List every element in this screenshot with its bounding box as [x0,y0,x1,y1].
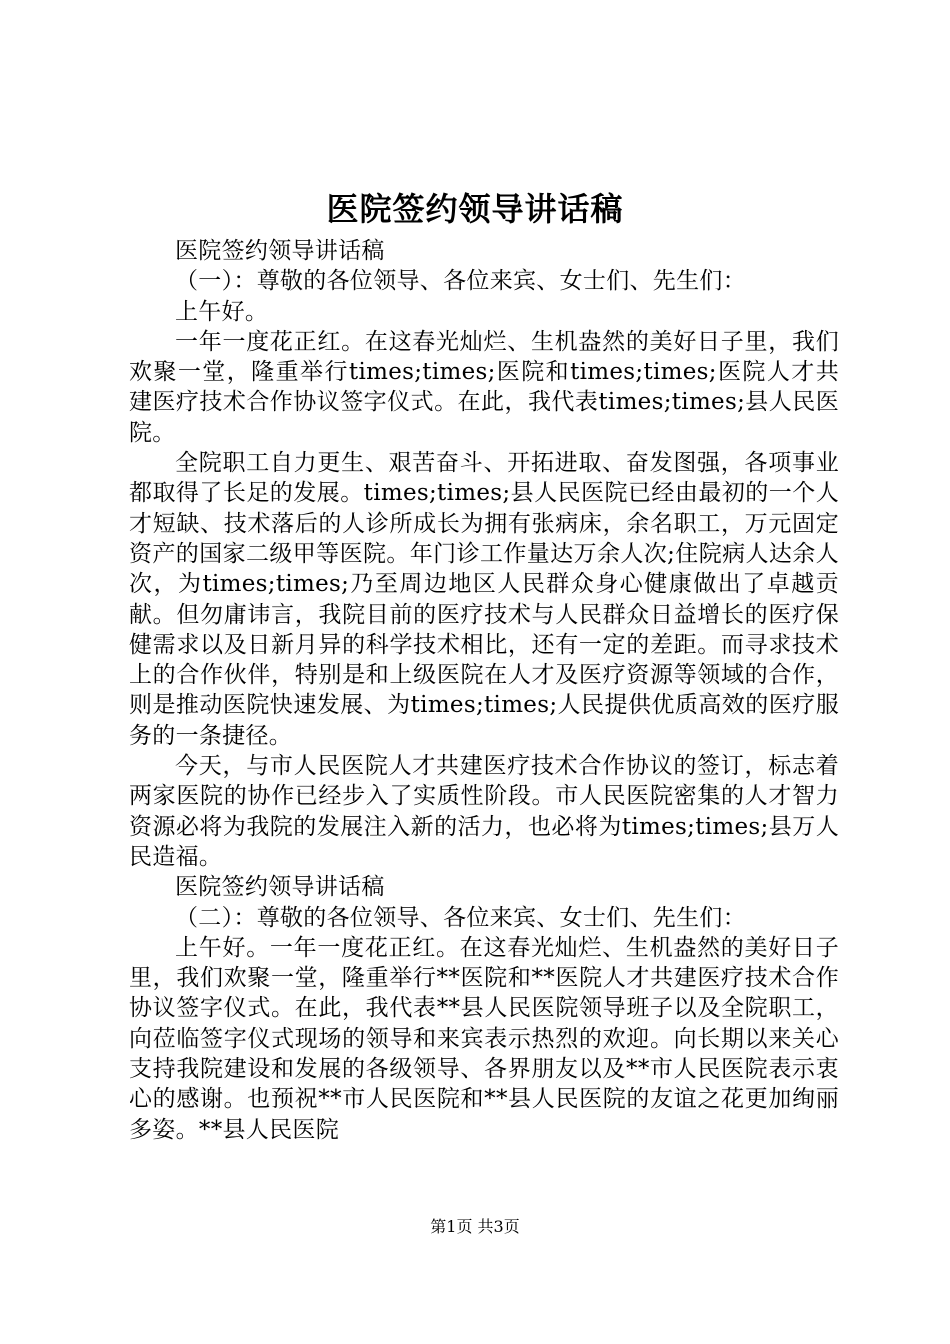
paragraph: 医院签约领导讲话稿 [175,874,385,901]
paragraph: 上午好。一年一度花正红。在这春光灿烂、生机盎然的美好日子里，我们欢聚一堂，隆重举行**医院和**医院人才共建医疗技术合作协议签字仪式。在此，我代表**县人民医院领导班子以及全院职工，向莅临签字仪式现场的领导和来宾表示热烈的欢迎。向长期以来关心支持我院建设和发展的各级领导、各界朋友以及**市人民医院表示衷心的感谢。也预祝**市人民医院和**县人民医院的友谊之花更加绚丽多姿。**县人民医院 [129,934,839,1143]
paragraph: 医院签约领导讲话稿 [175,238,385,264]
paragraph: 上午好。 [175,298,269,325]
paragraph: （一）：尊敬的各位领导、各位来宾、女士们、先生们： [175,268,746,295]
paragraph: 今天，与市人民医院人才共建医疗技术合作协议的签订，标志着两家医院的协作已经步入了实质性阶段。市人民医院密集的人才智力资源必将为我院的发展注入新的活力，也必将为times;times;县万人民造福。 [129,753,839,870]
paragraph: 全院职工自力更生、艰苦奋斗、开拓进取、奋发图强，各项事业都取得了长足的发展。times;times;县人民医院已经由最初的一个人才短缺、技术落后的人诊所成长为拥有张病床，余名职工，万元固定资产的国家二级甲等医院。年门诊工作量达万余人次;住院病人达余人次，为times;times;乃至周边地区人民群众身心健康做出了卓越贡献。但勿庸讳言，我院目前的医疗技术与人民群众日益增长的医疗保健需求以及日新月异的科学技术相比，还有一定的差距。而寻求技术上的合作伙伴，特别是和上级医院在人才及医疗资源等领域的合作，则是推动医院快速发展、为times;times;人民提供优质高效的医疗服务的一条捷径。 [129,450,839,749]
paragraph: 一年一度花正红。在这春光灿烂、生机盎然的美好日子里，我们欢聚一堂，隆重举行times;times;医院和times;times;医院人才共建医疗技术合作协议签字仪式。在此，我代表times;times;县人民医院。 [129,328,839,446]
document-title: 医院签约领导讲话稿 [326,190,624,228]
paragraph: （二）：尊敬的各位领导、各位来宾、女士们、先生们： [175,904,746,931]
document-body [129,236,839,1145]
page-number-footer: 第1页 共3页 [430,1217,520,1236]
